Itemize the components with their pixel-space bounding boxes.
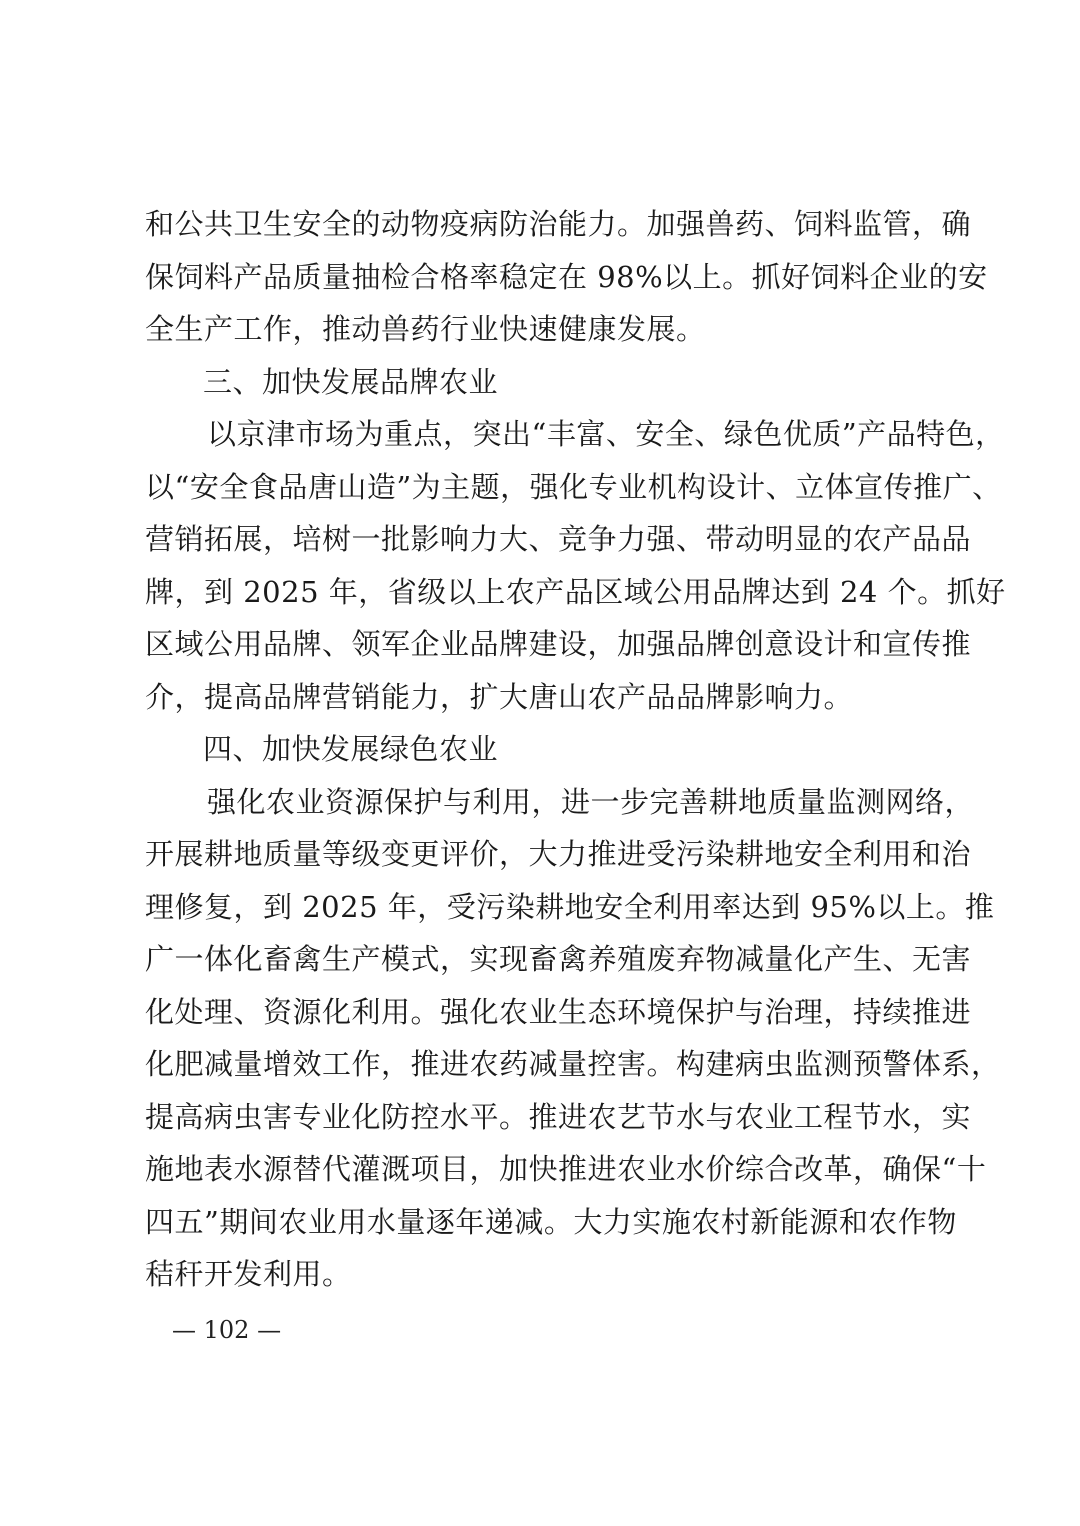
paragraph-line: 化肥减量增效工作，推进农药减量控害。构建病虫监测预警体系， [145,1047,1001,1081]
paragraph-line: 施地表水源替代灌溉项目，加快推进农业水价综合改革，确保“十 [145,1152,987,1186]
page-number: — 102 — [172,1316,282,1344]
paragraph-line: 和公共卫生安全的动物疫病防治能力。加强兽药、饲料监管，确 [145,207,972,241]
section-heading-brand-agriculture: 三、加快发展品牌农业 [203,364,499,399]
paragraph-line: 以京津市场为重点，突出“丰富、安全、绿色优质”产品特色， [207,417,1005,451]
paragraph-line: 区域公用品牌、领军企业品牌建设，加强品牌创意设计和宣传推 [145,627,972,661]
body-text [145,198,1006,1301]
paragraph-line: 理修复，到 2025 年，受污染耕地安全利用率达到 95%以上。推 [145,889,995,924]
paragraph-line: 保饲料产品质量抽检合格率稳定在 98%以上。抓好饲料企业的安 [145,259,988,294]
paragraph-line: 四五”期间农业用水量逐年递减。大力实施农村新能源和农作物 [145,1204,957,1239]
paragraph-line: 介，提高品牌营销能力，扩大唐山农产品品牌影响力。 [145,679,854,714]
paragraph-line: 秸秆开发利用。 [145,1257,352,1291]
paragraph-line: 牌，到 2025 年，省级以上农产品区域公用品牌达到 24 个。抓好 [145,574,1006,609]
paragraph-line: 化处理、资源化利用。强化农业生态环境保护与治理，持续推进 [145,994,972,1029]
paragraph-line: 营销拓展，培树一批影响力大、竞争力强、带动明显的农产品品 [145,522,972,556]
section-heading-green-agriculture: 四、加快发展绿色农业 [203,732,499,766]
paragraph-line: 开展耕地质量等级变更评价，大力推进受污染耕地安全利用和治 [145,837,972,871]
paragraph-line: 以“安全食品唐山造”为主题，强化专业机构设计、立体宣传推广、 [145,469,1002,504]
paragraph-line: 提高病虫害专业化防控水平。推进农艺节水与农业工程节水，实 [145,1099,972,1134]
paragraph-line: 广一体化畜禽生产模式，实现畜禽养殖废弃物减量化产生、无害 [145,942,972,976]
paragraph-line: 强化农业资源保护与利用，进一步完善耕地质量监测网络， [207,784,975,819]
paragraph-line: 全生产工作，推动兽药行业快速健康发展。 [145,312,706,346]
